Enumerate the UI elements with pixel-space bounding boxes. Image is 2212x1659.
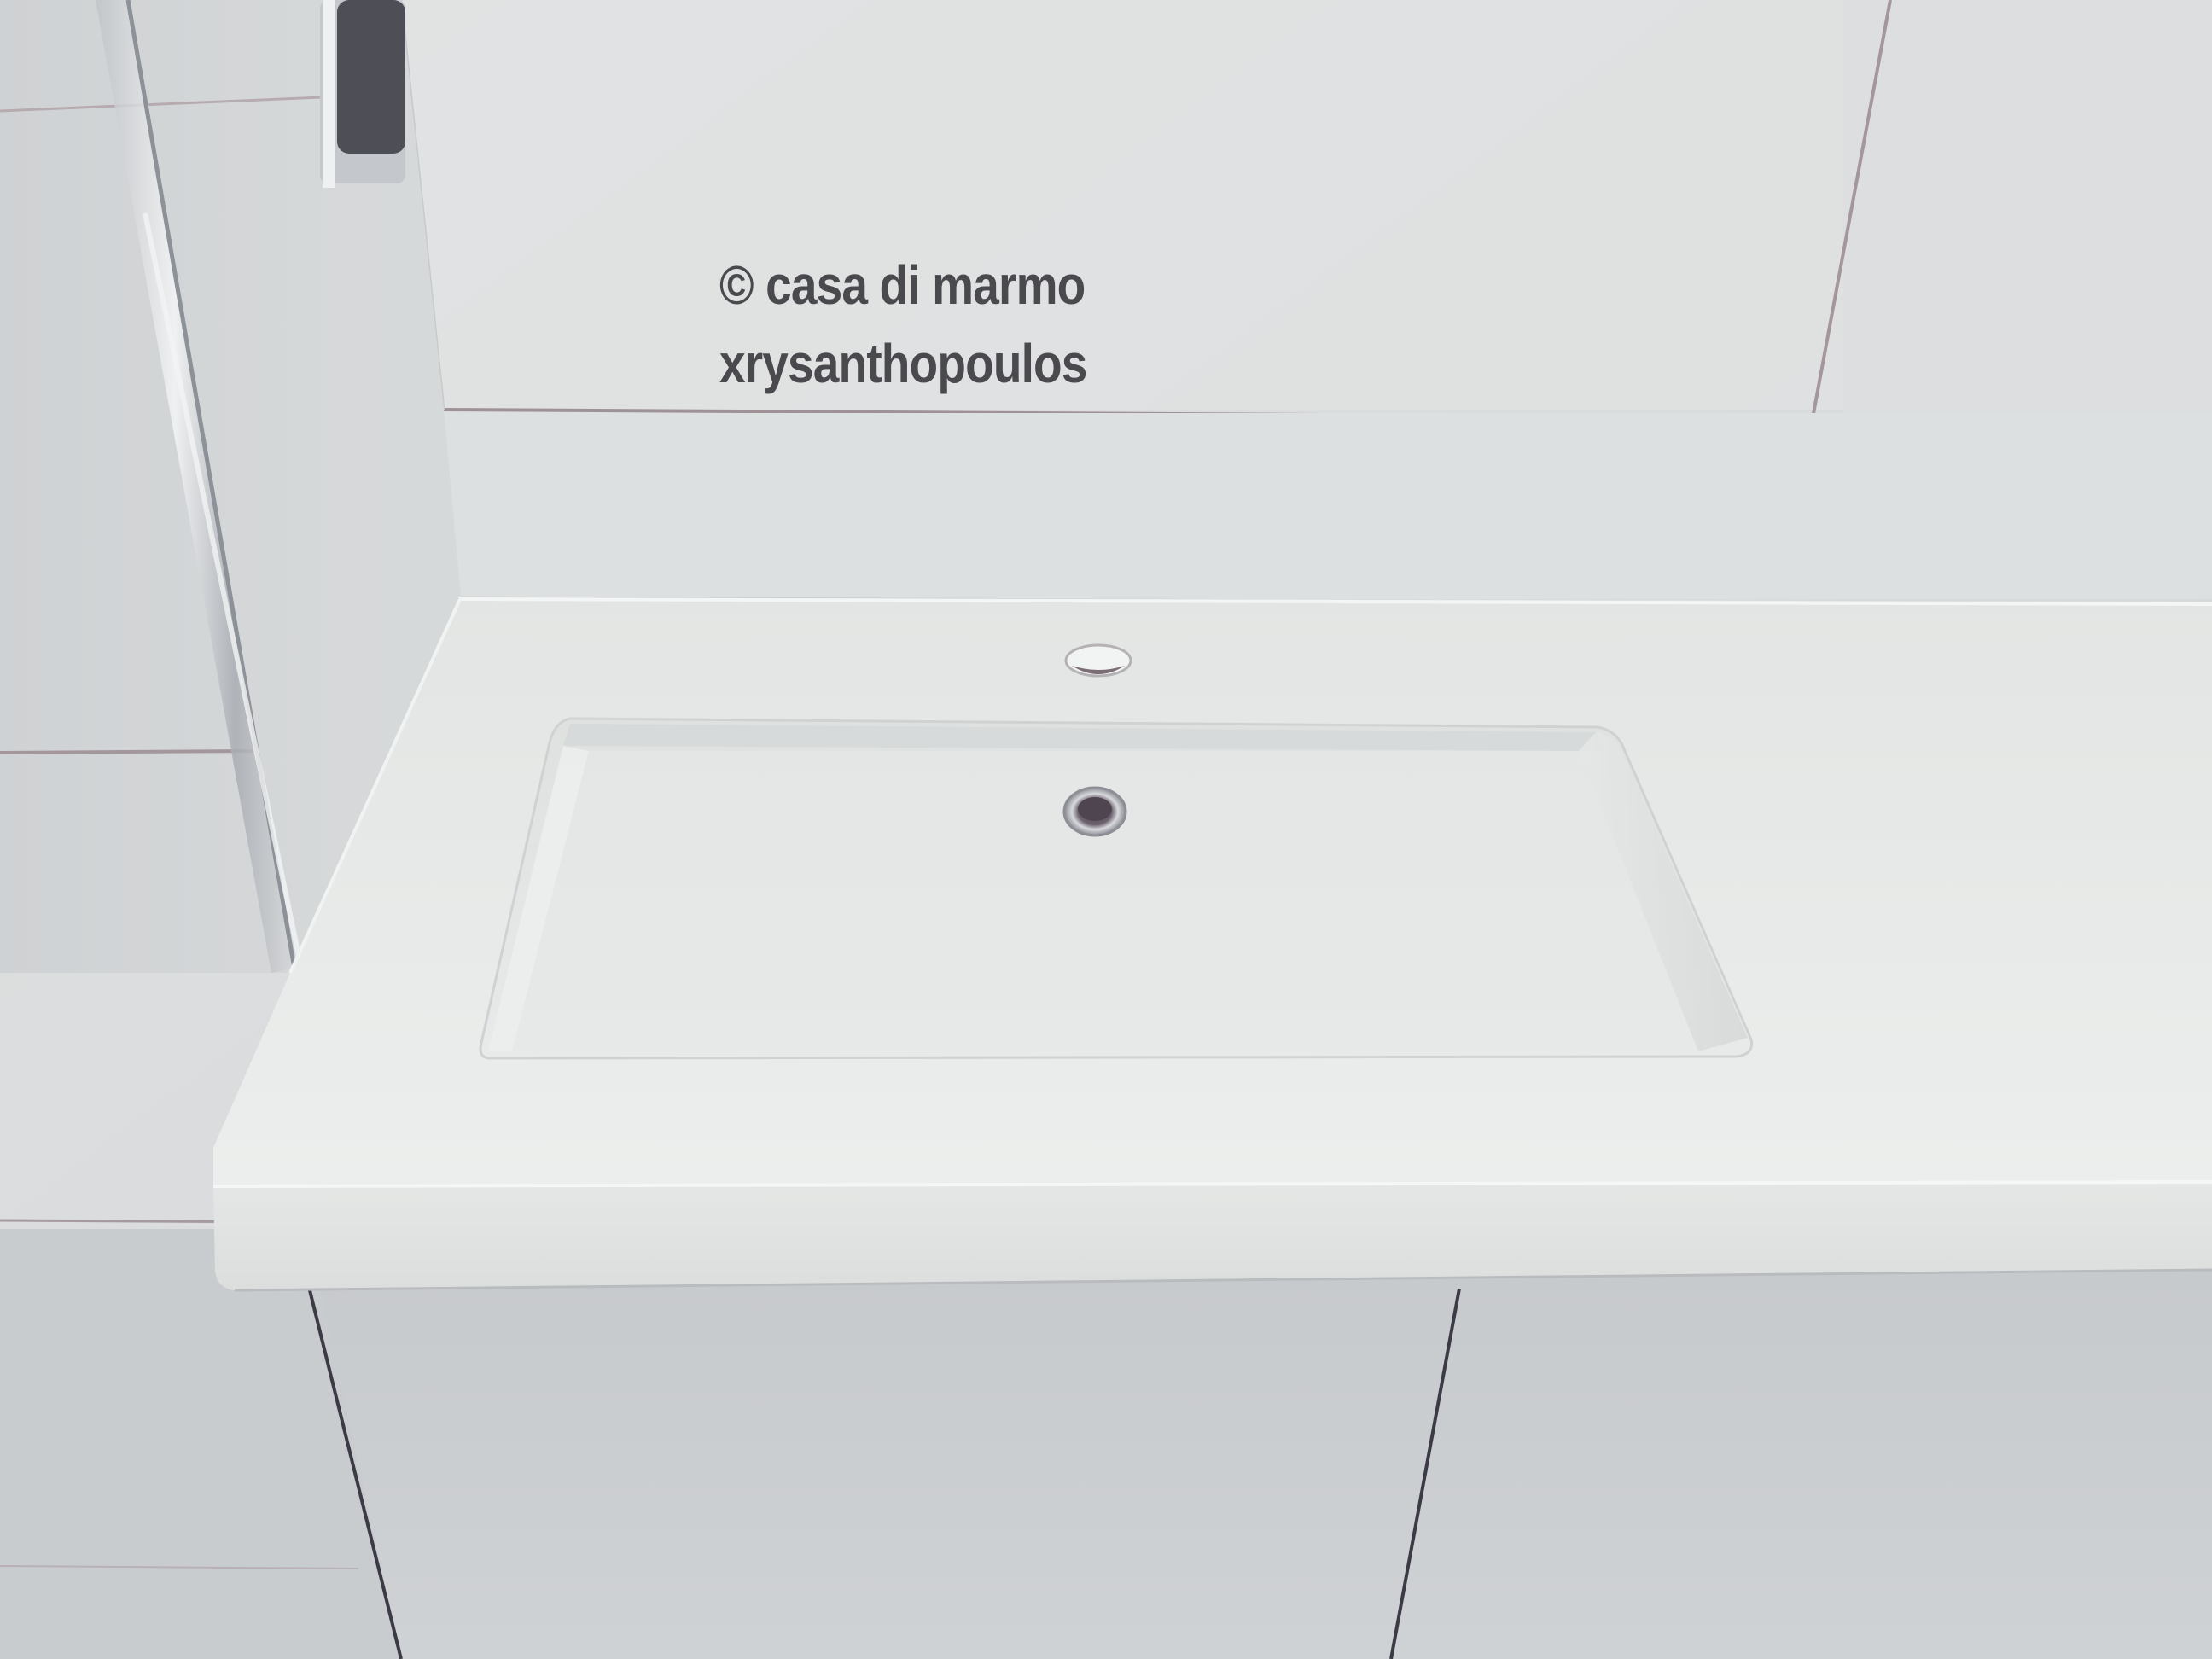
wall-tile-back: [401, 0, 1869, 410]
side-grout-2: [0, 751, 256, 753]
wall-tile-right: [1843, 0, 2212, 427]
backsplash: [444, 413, 2212, 599]
wall-fixture: [337, 0, 405, 154]
drain-hole: [1078, 797, 1112, 821]
wall-fixture-highlight: [323, 0, 335, 188]
watermark: [719, 246, 1087, 403]
watermark-line-2: xrysanthopoulos: [719, 333, 1087, 394]
watermark-line-1: © casa di marmo: [719, 254, 1086, 316]
